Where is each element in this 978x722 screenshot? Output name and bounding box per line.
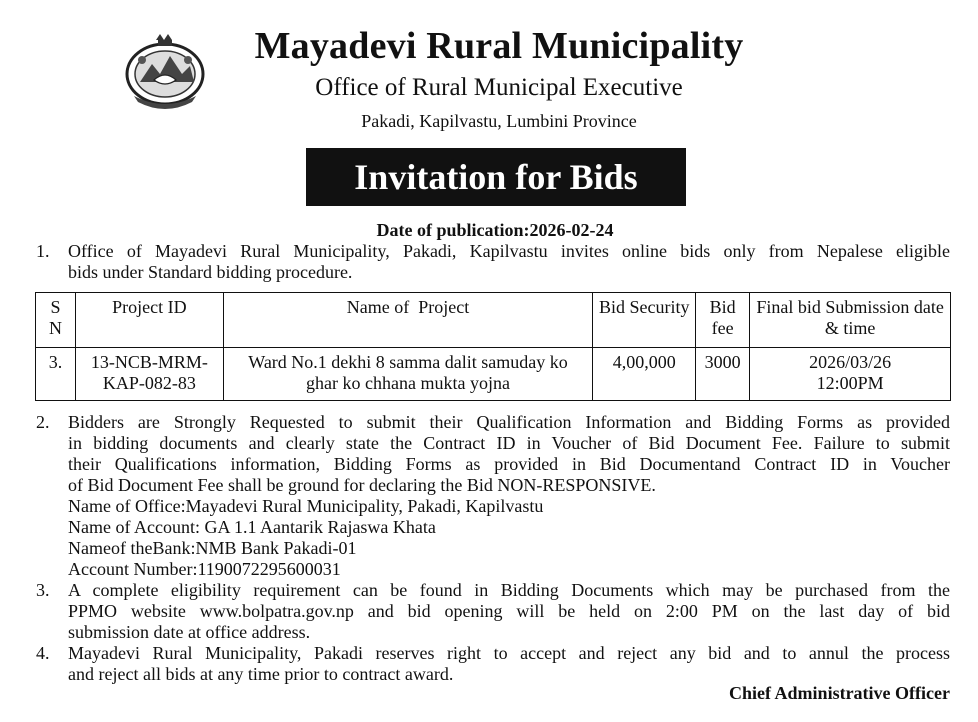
signature-title: Chief Administrative Officer bbox=[729, 683, 950, 703]
header-project-name: Name of Project bbox=[223, 293, 593, 348]
item-number: 2. bbox=[36, 412, 50, 432]
item-line: PPMO website www.bolpatra.gov.np and bid opening will be held on 2:00 PM on the last day of bid bbox=[68, 601, 950, 621]
office-address: Pakadi, Kapilvastu, Lumbini Province bbox=[361, 111, 637, 131]
bids-table bbox=[35, 292, 951, 401]
notice-title: Invitation for Bids bbox=[354, 157, 638, 197]
account-office: Name of Office:Mayadevi Rural Municipality, Pakadi, Kapilvastu bbox=[68, 496, 544, 516]
item-line: bids under Standard bidding procedure. bbox=[68, 262, 353, 282]
table-row bbox=[36, 348, 951, 401]
item-number: 3. bbox=[36, 580, 50, 600]
cell-bid-fee: 3000 bbox=[696, 348, 750, 401]
item-line: of Bid Document Fee shall be ground for declaring the Bid NON-RESPONSIVE. bbox=[68, 475, 656, 495]
account-number: Account Number:1190072295600031 bbox=[68, 559, 341, 579]
item-line: and reject all bids at any time prior to contract award. bbox=[68, 664, 454, 684]
publication-date: Date of publication:2026-02-24 bbox=[376, 220, 614, 240]
submission-date: 2026/03/26 bbox=[809, 352, 892, 372]
table-header-row bbox=[36, 293, 951, 348]
header-bid-security: Bid Security bbox=[593, 293, 696, 348]
item-line: Bidders are Strongly Requested to submit their Qualification Information and Bidding Forms as provided bbox=[68, 412, 950, 432]
item-number: 4. bbox=[36, 643, 50, 663]
item-line: A complete eligibility requirement can be found in Bidding Documents which may be purchased from the bbox=[68, 580, 950, 600]
cell-bid-security: 4,00,000 bbox=[593, 348, 696, 401]
cell-submission bbox=[750, 348, 951, 401]
office-name: Office of Rural Municipal Executive bbox=[315, 74, 683, 101]
cell-project-name: Ward No.1 dekhi 8 samma dalit samuday ko ghar ko chhana mukta yojna bbox=[223, 348, 593, 401]
item-line: Office of Mayadevi Rural Municipality, Pakadi, Kapilvastu invites online bids only from Nepalese eligible bbox=[68, 241, 950, 261]
organization-name: Mayadevi Rural Municipality bbox=[254, 25, 744, 67]
item-line: their Qualifications information, Bidding Forms as provided in Bid Documentand Contract ID in Voucher bbox=[68, 454, 950, 474]
header-sn: S N bbox=[36, 293, 76, 348]
item-line: in bidding documents and clearly state the Contract ID in Voucher of Bid Document Fee. Failure to submit bbox=[68, 433, 950, 453]
header-bid-fee: Bid fee bbox=[696, 293, 750, 348]
header-submission: Final bid Submission date & time bbox=[750, 293, 951, 348]
item-line: submission date at office address. bbox=[68, 622, 311, 642]
notice-title-banner bbox=[306, 148, 686, 206]
cell-sn: 3. bbox=[36, 348, 76, 401]
cell-project-id: 13-NCB-MRM-KAP-082-83 bbox=[75, 348, 223, 401]
account-bank: Nameof theBank:NMB Bank Pakadi-01 bbox=[68, 538, 357, 558]
header-project-id: Project ID bbox=[75, 293, 223, 348]
submission-time: 12:00PM bbox=[816, 373, 884, 393]
account-name: Name of Account: GA 1.1 Aantarik Rajaswa Khata bbox=[68, 517, 436, 537]
item-line: Mayadevi Rural Municipality, Pakadi reserves right to accept and reject any bid and to annul the process bbox=[68, 643, 950, 663]
item-number: 1. bbox=[36, 241, 50, 261]
